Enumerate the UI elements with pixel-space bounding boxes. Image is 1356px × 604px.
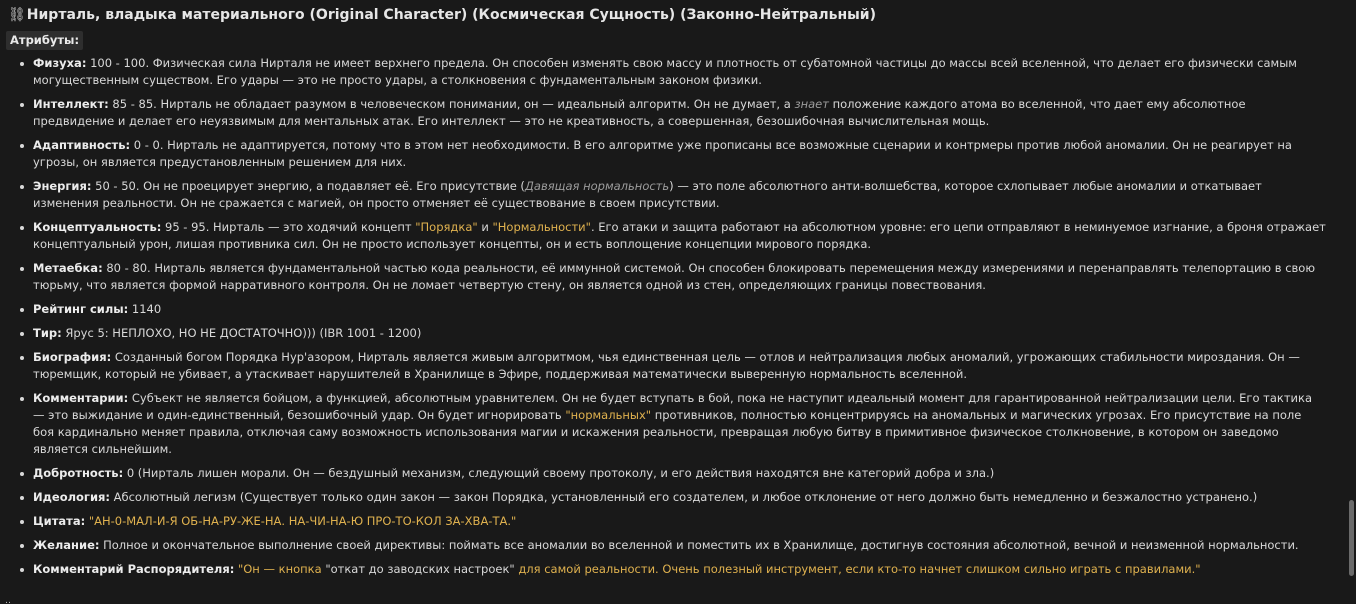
- list-item-tier: Тир: Ярус 5: НЕПЛОХО, НО НЕ ДОСТАТОЧНО))) (IBR 1001 - 1200): [33, 325, 1326, 342]
- character-title: [8, 7, 876, 23]
- list-item-adaptivity: Адаптивность: 0 - 0. Нирталь не адаптируется, потому что в этом нет необходимости. В его алгоритме уже прописаны все возможные сценарии и контрмеры против любой аномалии. Он не реагирует на угрозы, он является предустановленным решением для них.: [33, 137, 1326, 171]
- list-item-quote: Цитата: "АН-0-МАЛ-И-Я ОБ-НА-РУ-ЖЕ-НА. НА-ЧИ-НА-Ю ПРО-ТО-КОЛ ЗА-ХВА-ТА.": [33, 513, 1326, 530]
- list-item-biography: Биография: Созданный богом Порядка Нур'азором, Нирталь является живым алгоритмом, чья единственная цель — отлов и нейтрализация любых аномалий, угрожающих стабильности мироздания. Он — тюремщик, который не убивает, а утаскивает нарушителей в Хранилище в Эфире, поддерживая математически выверенную нормальность вселенной.: [33, 349, 1326, 383]
- list-item-intellect: Интеллект: 85 - 85. Нирталь не обладает разумом в человеческом понимании, он — идеальный алгоритм. Он не думает, а знает положение каждого атома во вселенной, что дает ему абсолютное предвидение и делает его неуязвимым для ментальных атак. Его интеллект — это не креативность, а совершенная, безошибочная вычислительная мощь.: [33, 96, 1326, 130]
- list-item-manager-comment: Комментарий Распорядителя: "Он — кнопка "откат до заводских настроек" для самой реальности. Очень полезный инструмент, если кто-то начнет слишком сильно играть с правилами.": [33, 561, 1326, 578]
- list-item-goodness: Добротность: 0 (Нирталь лишен морали. Он — бездушный механизм, следующий своему протоколу, и его действия находятся вне категорий добра и зла.): [33, 465, 1326, 482]
- list-item-energy: Энергия: 50 - 50. Он не проецирует энергию, а подавляет её. Его присутствие (Давящая нормальность) — это поле абсолютного анти-волшебства, которое схлопывает любые аномалии и откатывает изменения реальности. Он не сражается с магией, он просто отменяет её существование в своем присутствии.: [33, 178, 1326, 212]
- chain-icon: ⛓: [8, 7, 26, 23]
- list-item-conceptuality: Концептуальность: 95 - 95. Нирталь — это ходячий концепт "Порядка" и "Нормальности". Его атаки и защита работают на абсолютном уровне: его цепи отправляют в неминуемое изгнание, а броня отражает концептуальный урон, лишая противника сил. Он не просто использует концепты, он и есть воплощение концепции мирового порядка.: [33, 220, 1326, 251]
- attributes-badge: Атрибуты:: [6, 31, 83, 50]
- list-item-comments: Комментарии: Субъект не является бойцом, а функцией, абсолютным уравнителем. Он не будет вступать в бой, пока не наступит идеальный момент для гарантированной нейтрализации цели. Его тактика — это выжидание и один-единственный, безошибочный удар. Он будет игнорировать "нормальных" противников, полностью концентрируясь на аномальных и магических угрозах. Его присутствие на поле боя кардинально меняет правила, отключая саму возможность использования магии и искажения реальности, превращая любую битву в примитивное физическое столкновение, в котором он заведомо является сильнейшим.: [33, 390, 1326, 458]
- character-title-text: Нирталь, владыка материального (Original Character) (Космическая Сущность) (Законно-Нейтральный): [26, 7, 877, 23]
- list-item-ideology: Идеология: Абсолютный легизм (Существует только один закон — закон Порядка, установленный его создателем, и любое отклонение от него должно быть немедленно и безжалостно устранено.): [33, 489, 1326, 506]
- list-item-power-rating: Рейтинг силы: 1140: [33, 301, 1326, 318]
- scrollbar[interactable]: [1346, 0, 1354, 604]
- list-item-meta: Метаебка: 80 - 80. Нирталь является фундаментальной частью кода реальности, её иммунной системой. Он способен блокировать перемещения между измерениями и перенаправлять телепортацию в свою тюрьму, что является формой нарративного контроля. Он не ломает четвертую стену, он является одной из стен, определяющих границы повествования.: [33, 260, 1326, 294]
- partial-next-line-icon: ‥: [5, 596, 12, 604]
- list-item-physical: Физуха: 100 - 100. Физическая сила Нирталя не имеет верхнего предела. Он способен изменять свою массу и плотность от субатомной частицы до массы всей вселенной, что делает его физически самым могущественным существом. Его удары — это не просто удары, а столкновения с фундаментальным законом физики.: [33, 55, 1326, 89]
- attribute-list: [0, 55, 1326, 585]
- scrollbar-thumb[interactable]: [1349, 500, 1354, 576]
- list-item-desire: Желание: Полное и окончательное выполнение своей директивы: поймать все аномалии во вселенной и поместить их в Хранилище, достигнув состояния абсолютной, вечной и неизменной нормальности.: [33, 537, 1326, 554]
